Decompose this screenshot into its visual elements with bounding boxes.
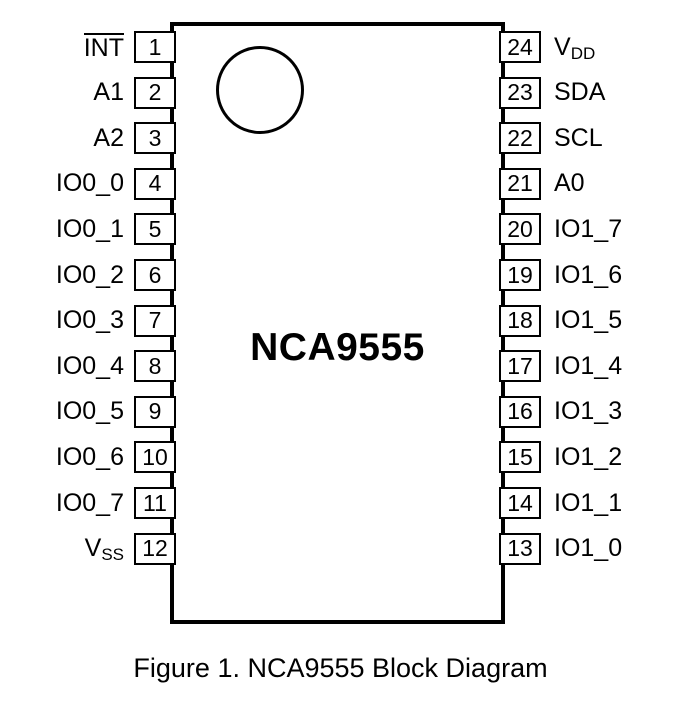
pin-number-7: 7 <box>134 305 176 337</box>
pin-signal-label: IO0_3 <box>55 306 124 335</box>
pin-number-10: 10 <box>134 441 176 473</box>
pin-row <box>0 120 176 156</box>
pin-signal-label: A0 <box>554 169 585 198</box>
pin-number-21: 21 <box>499 168 541 200</box>
pin-row <box>0 439 176 475</box>
part-number-label: NCA9555 <box>250 326 425 369</box>
pin-signal-label: IO0_4 <box>55 351 124 380</box>
package-outline <box>170 22 505 624</box>
pin-number-22: 22 <box>499 122 541 154</box>
pin-number-18: 18 <box>499 305 541 337</box>
pin-number-16: 16 <box>499 396 541 428</box>
pin-number-6: 6 <box>134 259 176 291</box>
pin-number-24: 24 <box>499 31 541 63</box>
pin-signal-label: IO0_5 <box>55 397 124 426</box>
pin1-indicator-circle-icon <box>216 46 304 134</box>
pin-row <box>0 75 176 111</box>
pin-signal-label: IO1_6 <box>554 260 623 289</box>
pin-row <box>0 29 176 65</box>
pin-number-9: 9 <box>134 396 176 428</box>
pin-signal-label: SCL <box>554 123 603 152</box>
pin-row <box>499 303 681 339</box>
pin-row <box>0 348 176 384</box>
pin-row <box>0 531 176 567</box>
pin-number-8: 8 <box>134 350 176 382</box>
pin-row <box>499 257 681 293</box>
pin-number-2: 2 <box>134 77 176 109</box>
pin-label-subscript: DD <box>570 43 596 63</box>
pin-signal-label: IO1_1 <box>554 488 623 517</box>
pin-row <box>499 166 681 202</box>
pin-number-3: 3 <box>134 122 176 154</box>
pin-number-1: 1 <box>134 31 176 63</box>
pin-row <box>0 394 176 430</box>
pin-signal-label: A1 <box>93 78 124 107</box>
pin-number-23: 23 <box>499 77 541 109</box>
pin-signal-label: IO1_7 <box>554 214 623 243</box>
pin-row <box>499 394 681 430</box>
pin-row <box>0 485 176 521</box>
pin-row <box>0 257 176 293</box>
pin-number-19: 19 <box>499 259 541 291</box>
pin-row <box>499 120 681 156</box>
pin-row <box>499 211 681 247</box>
pin-row <box>499 439 681 475</box>
figure-caption: Figure 1. NCA9555 Block Diagram <box>133 653 548 683</box>
pin-row <box>499 75 681 111</box>
pin-row <box>0 303 176 339</box>
pin-row <box>0 211 176 247</box>
pin-signal-label: A2 <box>93 123 124 152</box>
pin-number-4: 4 <box>134 168 176 200</box>
pin-signal-label: IO0_0 <box>55 169 124 198</box>
pin-number-5: 5 <box>134 213 176 245</box>
pin-signal-label: IO1_0 <box>554 534 623 563</box>
pin-row <box>499 29 681 65</box>
pin-number-13: 13 <box>499 533 541 565</box>
pin-signal-label: SDA <box>554 78 606 107</box>
pin-signal-label: IO0_6 <box>55 442 124 471</box>
pin-row <box>0 166 176 202</box>
pin-number-11: 11 <box>134 487 176 519</box>
pin-signal-label: IO1_4 <box>554 351 623 380</box>
pin-signal-label: IO0_7 <box>55 488 124 517</box>
pin-signal-label: IO1_3 <box>554 397 623 426</box>
pin-number-14: 14 <box>499 487 541 519</box>
pin-signal-label: VDD <box>554 32 596 63</box>
pin-number-15: 15 <box>499 441 541 473</box>
pin-number-17: 17 <box>499 350 541 382</box>
pin-signal-label: VSS <box>84 534 124 565</box>
pin-label-subscript: SS <box>101 545 124 565</box>
pin-signal-label: IO0_2 <box>55 260 124 289</box>
pin-number-20: 20 <box>499 213 541 245</box>
pin-number-12: 12 <box>134 533 176 565</box>
pin-signal-label: IO1_5 <box>554 306 623 335</box>
pin-row <box>499 531 681 567</box>
pin-row <box>499 485 681 521</box>
pin-signal-label: IO1_2 <box>554 442 623 471</box>
pin-row <box>499 348 681 384</box>
pin-signal-label: IO0_1 <box>55 214 124 243</box>
pin-signal-label: INT <box>83 34 124 62</box>
